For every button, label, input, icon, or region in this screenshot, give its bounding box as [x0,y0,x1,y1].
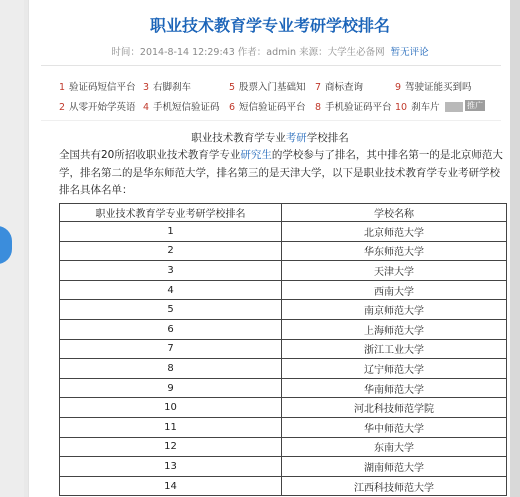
rank-cell: 13 [60,457,282,477]
para-link[interactable]: 研究生 [240,149,272,161]
link-number: 8 [315,102,322,113]
school-name-cell: 西南大学 [282,280,507,300]
rank-cell: 14 [60,476,282,496]
link-number: 9 [395,82,402,93]
link-number: 5 [229,82,236,93]
rank-cell: 10 [60,398,282,418]
school-name-cell: 东南大学 [282,437,507,457]
comment-link[interactable]: 暂无评论 [390,47,429,58]
column-header-school: 学校名称 [282,204,507,222]
subtitle-part: 学校排名 [306,132,349,144]
ad-badge[interactable]: 推广 [467,101,483,110]
links-row-1 [59,79,499,99]
school-name-cell: 华南师范大学 [282,378,507,398]
rank-cell: 12 [60,437,282,457]
rank-cell: 8 [60,359,282,379]
table-row [60,222,507,242]
link-label: 手机短信验证码 [153,102,220,113]
table-row [60,261,507,281]
link-number: 4 [143,102,150,113]
school-name-cell: 北京师范大学 [282,222,507,242]
ranking-table [59,203,507,496]
link-number: 2 [59,102,66,113]
right-scroll-strip[interactable] [510,0,520,497]
para-text: 的学校参与了排名，其中排名第一的是北京师范大学，排名第二的是华东师范大学，排名第三的是天津大学，以下是职业技术教育学专业考研学校排名具体名单： [59,149,503,196]
rank-cell: 4 [60,280,282,300]
link-label: 右脚刹车 [153,82,192,93]
related-link[interactable] [143,99,220,113]
table-row [60,398,507,418]
table-row [60,300,507,320]
related-link[interactable] [229,79,306,93]
rank-cell: 1 [60,222,282,242]
related-link[interactable] [59,79,136,93]
rank-cell: 11 [60,417,282,437]
rank-cell: 3 [60,261,282,281]
table-row [60,437,507,457]
rank-cell: 6 [60,319,282,339]
link-label: 短信验证码平台 [239,102,306,113]
school-name-cell: 天津大学 [282,261,507,281]
related-link[interactable] [395,79,472,93]
school-name-cell: 湖南师范大学 [282,457,507,477]
link-label: 商标查询 [325,82,364,93]
article-meta [29,44,511,58]
article-page [28,0,510,497]
school-name-cell: 华东师范大学 [282,241,507,261]
related-link[interactable] [315,99,392,113]
related-links [59,79,499,119]
related-link[interactable] [395,99,440,113]
table-row [60,476,507,496]
table-row [60,359,507,379]
table-header-row [60,204,507,222]
link-label: 股票入门基础知 [239,82,306,93]
related-link[interactable] [229,99,306,113]
intro-paragraph [59,147,507,200]
link-label: 手机验证码平台 [325,102,392,113]
table-row [60,339,507,359]
link-number: 7 [315,82,322,93]
school-name-cell: 辽宁师范大学 [282,359,507,379]
rank-cell: 2 [60,241,282,261]
link-label: 从零开始学英语 [69,102,136,113]
link-number: 6 [229,102,236,113]
links-row-2 [59,99,499,119]
table-row [60,241,507,261]
subtitle-part: 职业技术教育学专业 [191,132,286,144]
rank-cell: 5 [60,300,282,320]
table-row [60,417,507,437]
rank-cell: 7 [60,339,282,359]
school-name-cell: 南京师范大学 [282,300,507,320]
link-label: 验证码短信平台 [69,82,136,93]
column-header-rank: 职业技术教育学专业考研学校排名 [60,204,282,222]
school-name-cell: 浙江工业大学 [282,339,507,359]
related-link[interactable] [315,79,363,93]
link-label: 驾驶证能买到吗 [405,82,472,93]
article-title: 职业技术教育学专业考研学校排名 [149,16,390,35]
link-number: 1 [59,82,66,93]
ad-icon [445,102,463,112]
table-row [60,280,507,300]
divider [41,120,501,121]
subtitle-link[interactable]: 考研 [285,132,307,144]
table-row [60,378,507,398]
link-label: 刹车片 [411,102,440,113]
link-number: 10 [395,102,408,113]
table-row [60,457,507,477]
divider [41,65,501,66]
school-name-cell: 河北科技师范学院 [282,398,507,418]
table-row [60,319,507,339]
article-subtitle [29,130,511,145]
school-name-cell: 江西科技师范大学 [282,476,507,496]
rank-cell: 9 [60,378,282,398]
meta-info: 时间：2014-8-14 12:29:43 作者：admin 来源：大学生必备网 [111,47,385,58]
school-name-cell: 上海师范大学 [282,319,507,339]
school-name-cell: 华中师范大学 [282,417,507,437]
related-link[interactable] [59,99,136,113]
para-text: 全国共有20所招收职业技术教育学专业 [59,149,241,161]
related-link[interactable] [143,79,191,93]
link-number: 3 [143,82,150,93]
